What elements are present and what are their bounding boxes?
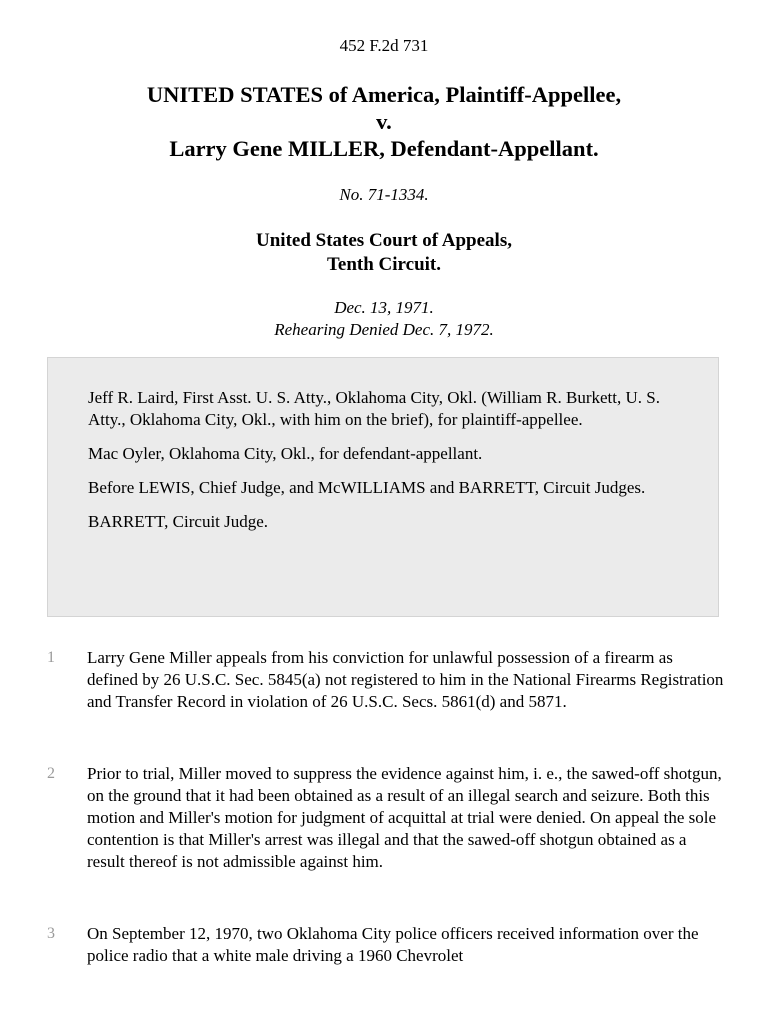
paragraph-number: 3 [47, 925, 55, 942]
paragraph-text: Larry Gene Miller appeals from his conviction for unlawful possession of a firearm as defined by 26 U.S.C. Sec. 5845(a) not registered to him in the National Firearms Registration and Transfer Record in violation of 26 U.S.C. Secs. 5861(d) and 5871. [87, 648, 724, 711]
opinion-author: BARRETT, Circuit Judge. [88, 512, 269, 531]
counsel-appellee: Jeff R. Laird, First Asst. U. S. Atty., Oklahoma City, Okl. (William R. Burkett, U. S. Atty., Oklahoma City, Okl., with him on the brief), for plaintiff-appellee. [88, 388, 660, 429]
court-name-line1: United States Court of Appeals, [256, 230, 512, 251]
counsel-appellant: Mac Oyler, Oklahoma City, Okl., for defendant-appellant. [88, 444, 483, 463]
docket-number: No. 71-1334. [339, 185, 429, 204]
paragraph-number: 1 [47, 649, 55, 666]
date-decided: Dec. 13, 1971. [334, 298, 434, 317]
paragraph-number: 2 [47, 765, 55, 782]
caption-versus: v. [376, 109, 392, 134]
caption-defendant: Larry Gene MILLER, Defendant-Appellant. [169, 136, 599, 161]
paragraph-text: Prior to trial, Miller moved to suppress the evidence against him, i. e., the sawed-off shotgun, on the ground that it had been obtained as a result of an illegal search and seizure. Both this motion and Miller's motion for judgment of acquittal at trial were denied. On appeal the sole contention is that Miller's arrest was illegal and that the sawed-off shotgun obtained as a result thereof is not admissible against him. [87, 764, 722, 871]
counsel-box [47, 357, 719, 617]
date-rehearing-denied: Rehearing Denied Dec. 7, 1972. [274, 320, 494, 339]
paragraph-text: On September 12, 1970, two Oklahoma City police officers received information over the police radio that a white male driving a 1960 Chevrolet [87, 924, 699, 965]
case-caption [0, 81, 768, 162]
court-name-line2: Tenth Circuit. [326, 254, 442, 275]
judges-panel: Before LEWIS, Chief Judge, and McWILLIAMS and BARRETT, Circuit Judges. [88, 478, 646, 497]
caption-plaintiff: UNITED STATES of America, Plaintiff-Appellee, [146, 82, 622, 107]
decision-dates [0, 297, 768, 341]
case-citation: 452 F.2d 731 [339, 36, 429, 55]
court-name [0, 229, 768, 277]
